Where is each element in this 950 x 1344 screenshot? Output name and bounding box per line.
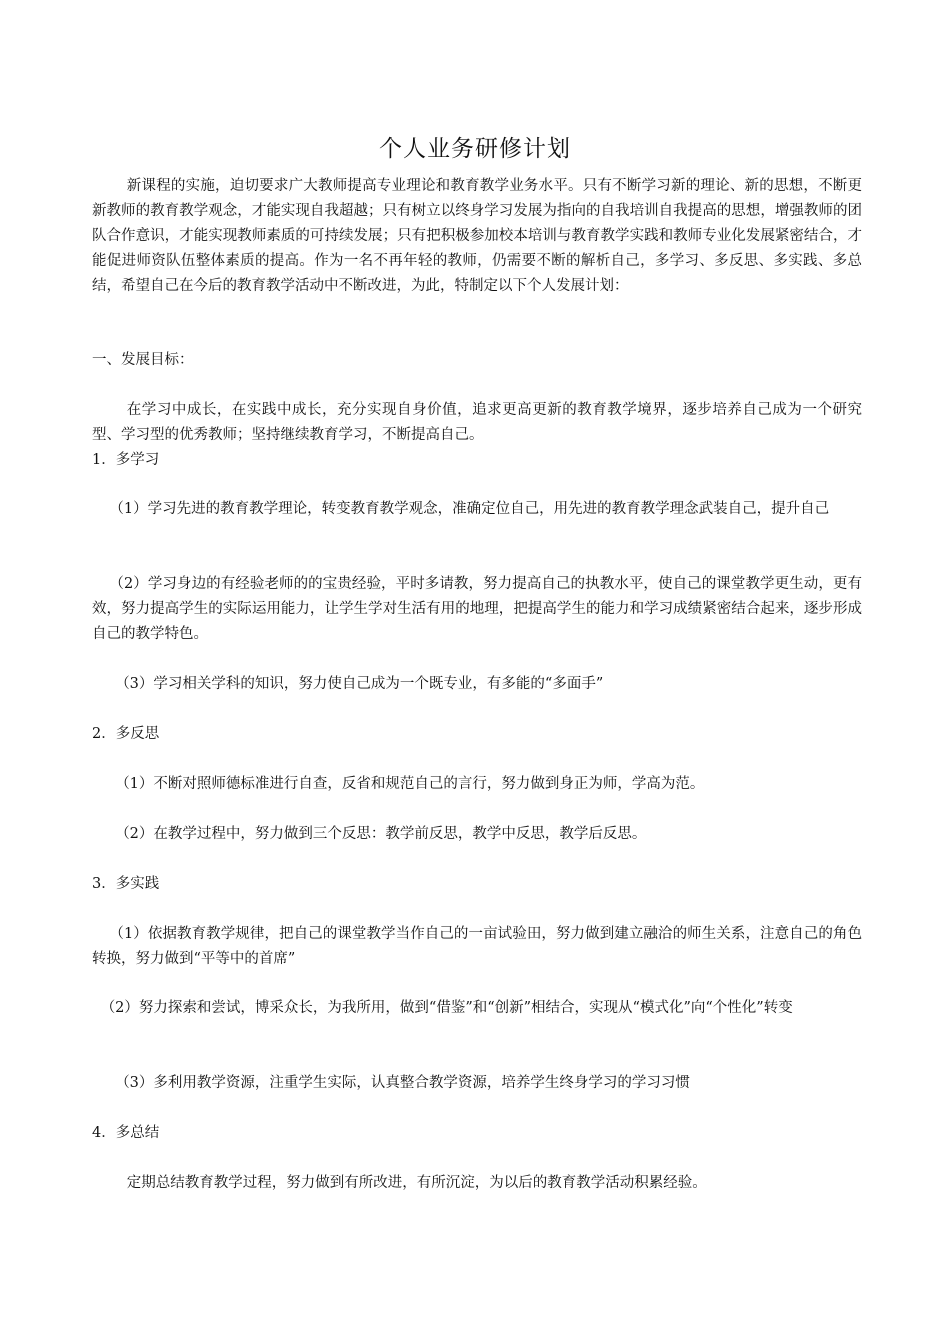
reflect-point-1: （1）不断对照师德标准进行自查，反省和规范自己的言行，努力做到身正为师，学高为范。 bbox=[115, 776, 705, 792]
item-heading-reflect: 2．多反思 bbox=[92, 726, 160, 742]
goal-paragraph: 在学习中成长，在实践中成长，充分实现自身价值，追求更高更新的教育教学境界，逐步培养自己成为一个研究型、学习型的优秀教师；坚持继续教育学习，不断提高自己。 bbox=[92, 402, 862, 443]
study-point-1: （1）学习先进的教育教学理论，转变教育教学观念，准确定位自己，用先进的教育教学理念武装自己，提升自己 bbox=[109, 501, 830, 517]
page-title: 个人业务研修计划 bbox=[379, 136, 571, 162]
intro-paragraph: 新课程的实施，迫切要求广大教师提高专业理论和教育教学业务水平。只有不断学习新的理论、新的思想，不断更新教师的教育教学观念，才能实现自我超越；只有树立以终身学习发展为指向的自我培训自我提高的思想，增强教师的团队合作意识，才能实现教师素质的可持续发展；只有把积极参加校本培训与教育教学实践和教师专业化发展紧密结合，才能促进师资队伍整体素质的提高。作为一名不再年轻的教师，仍需要不断的解析自己，多学习、多反思、多实践、多总结，希望自己在今后的教育教学活动中不断改进，为此，特制定以下个人发展计划： bbox=[92, 178, 862, 294]
practice-point-3: （3）多利用教学资源，注重学生实际，认真整合教学资源，培养学生终身学习的学习习惯 bbox=[115, 1075, 690, 1091]
study-point-2: （2）学习身边的有经验老师的的宝贵经验，平时多请教，努力提高自己的执教水平，使自己的课堂教学更生动，更有效，努力提高学生的实际运用能力，让学生学对生活有用的地理，把提高学生的能力和学习成绩紧密结合起来，逐步形成自己的教学特色。 bbox=[92, 576, 862, 642]
reflect-point-2: （2）在教学过程中，努力做到三个反思：教学前反思，教学中反思，教学后反思。 bbox=[115, 826, 647, 842]
item-heading-practice: 3．多实践 bbox=[92, 876, 160, 892]
practice-point-1: （1）依据教育教学规律，把自己的课堂教学当作自己的一亩试验田，努力做到建立融洽的师生关系，注意自己的角色转换，努力做到“平等中的首席” bbox=[92, 926, 862, 967]
summarize-point-1: 定期总结教育教学过程，努力做到有所改进，有所沉淀，为以后的教育教学活动积累经验。 bbox=[126, 1175, 707, 1191]
section-heading-goals: 一、发展目标： bbox=[92, 352, 194, 368]
item-heading-study: 1．多学习 bbox=[92, 452, 160, 468]
study-point-3: （3）学习相关学科的知识，努力使自己成为一个既专业，有多能的“多面手” bbox=[115, 676, 604, 692]
item-heading-summarize: 4．多总结 bbox=[92, 1125, 160, 1141]
practice-point-2: （2）努力探索和尝试，博采众长，为我所用，做到“借鉴”和“创新”相结合，实现从“模式化”向“个性化”转变 bbox=[100, 1000, 793, 1016]
